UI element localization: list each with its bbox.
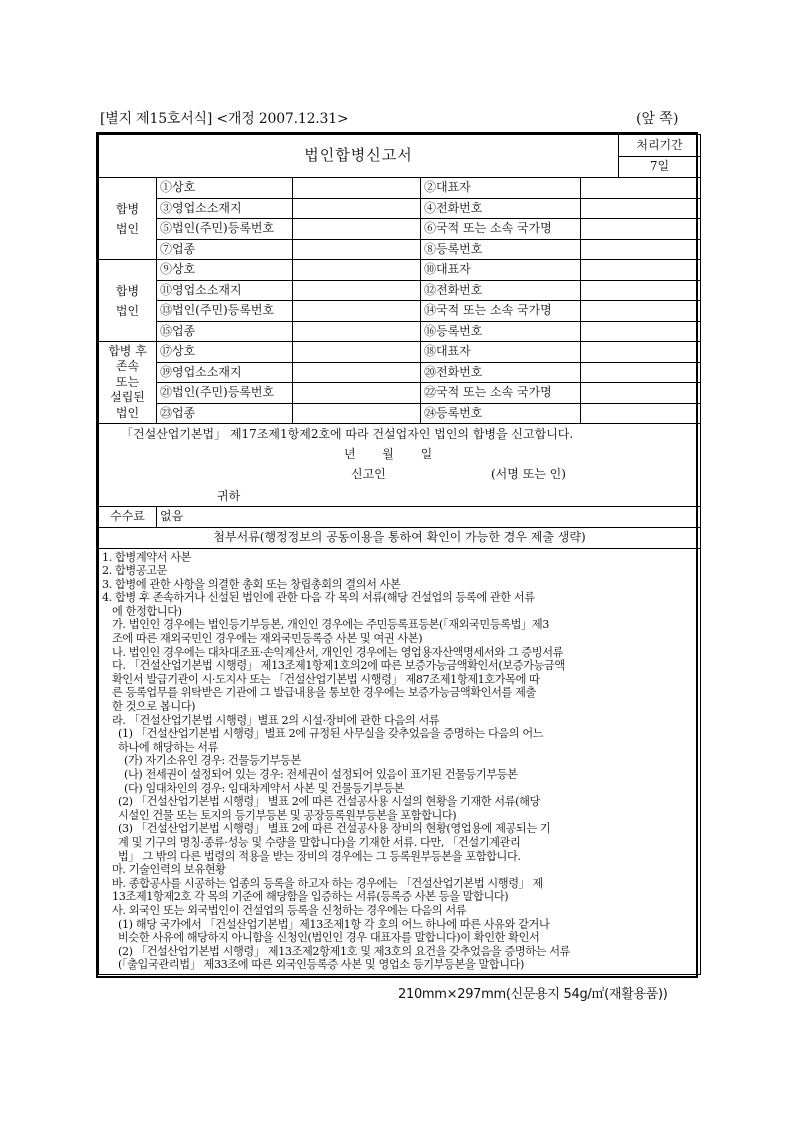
field-value[interactable]	[581, 301, 701, 322]
list-item: 마. 기술인력의 보유현황	[112, 863, 226, 877]
form-number: [별지 제15호서식] <개정 2007.12.31>	[100, 111, 349, 127]
field-value[interactable]	[293, 383, 421, 404]
list-item: (1) 해당 국가에서 「건설산업기본법」제13조제1항 각 호의 어느 하나에 따른 사유와 같거나	[118, 917, 550, 931]
field-value[interactable]	[293, 280, 421, 301]
form-title: 법인합병신고서	[99, 135, 619, 178]
field-value[interactable]	[293, 198, 421, 219]
field-value[interactable]	[581, 383, 701, 404]
field-label: ⑭국적 또는 소속 국가명	[421, 301, 581, 322]
declaration-block	[99, 424, 701, 507]
list-item: 4. 합병 후 존속하거나 신설된 법인에 관한 다음 각 목의 서류(해당 건설업의 등록에 관한 서류	[102, 591, 535, 605]
field-label: ③영업소소재지	[157, 198, 293, 219]
list-item: (2) 「건설산업기본법 시행령」 별표 2에 따른 건설공사용 시설의 현황을 기재한 서류(해당	[118, 795, 540, 809]
list-item: 른 등록업무를 위탁받은 기관에 그 발급내용을 통보한 경우에는 보증가능금액확인서를 제출	[112, 686, 536, 700]
field-label: ⑨상호	[157, 260, 293, 281]
field-value[interactable]	[293, 219, 421, 240]
list-item: 법」 그 밖의 다른 법령의 적용을 받는 장비의 경우에는 그 등록원부등본을 포함합니다.	[118, 849, 521, 863]
field-label: ⑤법인(주민)등록번호	[157, 219, 293, 240]
field-value[interactable]	[293, 178, 421, 199]
field-label: ⑫전화번호	[421, 280, 581, 301]
paper-spec: 210mm×297mm(신문용지 54g/㎡(재활용품))	[398, 987, 668, 1002]
group-label: 합병 법인	[99, 260, 157, 342]
field-label: ⑩대표자	[421, 260, 581, 281]
field-label: ㉓업종	[157, 403, 293, 424]
field-label: ①상호	[157, 178, 293, 199]
field-label: ㉒국적 또는 소속 국가명	[421, 383, 581, 404]
group-label: 합병 법인	[99, 178, 157, 260]
period-label: 처리기간	[619, 135, 701, 157]
list-item: (나) 전세권이 설정되어 있는 경우: 전세권이 설정되어 있음이 표기된 건물등기부등본	[124, 768, 518, 781]
list-item: (1) 「건설산업기본법 시행령」별표 2에 규정된 사무실을 갖추었음을 증명하는 다음의 어느	[118, 727, 544, 741]
field-label: ⑦업종	[157, 239, 293, 260]
field-value[interactable]	[581, 403, 701, 424]
fee-value: 없음	[157, 507, 701, 528]
field-value[interactable]	[293, 260, 421, 281]
list-item: 계 및 기구의 명칭·종류·성능 및 수량을 말합니다)을 기재한 서류. 다만, 「건설기계관리	[118, 835, 521, 849]
field-label: ⑯등록번호	[421, 321, 581, 342]
list-item: (가) 자기소유인 경우: 건물등기부등본	[124, 754, 301, 768]
signature-note: (서명 또는 인)	[491, 467, 566, 481]
declaration-text: 「건설산업기본법」 제17조제1항제2호에 따라 건설업자인 법인의 합병을 신고합니다.	[121, 427, 574, 441]
page-side: (앞 쪽)	[636, 111, 679, 127]
list-item: (2) 「건설산업기본법 시행령」 제13조제2항제1호 및 제3호의 요건을 갖추었음을 증명하는 서류	[118, 944, 571, 958]
field-label: ⑱대표자	[421, 342, 581, 363]
list-item: 13조제1항제2호 각 목의 기준에 해당함을 입증하는 서류(등록증 사본 등을 말합니다)	[112, 890, 509, 904]
field-label: ⑰상호	[157, 342, 293, 363]
field-value[interactable]	[581, 178, 701, 199]
list-item: 바. 종합공사를 시공하는 업종의 등록을 하고자 하는 경우에는 「건설산업기본법 시행령」 제	[112, 876, 543, 890]
list-item: 에 한정합니다)	[112, 604, 182, 618]
list-item: 라. 「건설산업기본법 시행령」별표 2의 시설·장비에 관한 다음의 서류	[112, 713, 440, 727]
group-label: 합병 후 존속 또는 설립된 법인	[99, 342, 157, 424]
list-item: 2. 합병공고문	[102, 564, 168, 578]
list-item: 사. 외국인 또는 외국법인이 건설업의 등록을 신청하는 경우에는 다음의 서류	[112, 903, 467, 917]
list-item: 1. 합병계약서 사본	[102, 550, 192, 564]
field-value[interactable]	[581, 342, 701, 363]
field-label: ㉔등록번호	[421, 403, 581, 424]
field-label: ⑮업종	[157, 321, 293, 342]
list-item: 조에 따른 재외국민인 경우에는 재외국민등록증 사본 및 여권 사본)	[112, 632, 423, 646]
list-item: 다. 「건설산업기본법 시행령」 제13조제1항제1호의2에 따른 보증가능금액확인서(보증가능금액	[112, 659, 565, 673]
list-item: 한 것으로 봅니다)	[112, 700, 196, 714]
field-value[interactable]	[581, 219, 701, 240]
field-label: ④전화번호	[421, 198, 581, 219]
period-value: 7일	[619, 156, 701, 178]
list-item: (「출입국관리법」 제33조에 따른 외국인등록증 사본 및 영업소 등기부등본을 말합니다)	[118, 958, 525, 972]
field-label: ⑥국적 또는 소속 국가명	[421, 219, 581, 240]
list-item: (다) 임대차인의 경우: 임대차계약서 사본 및 건물등기부등본	[124, 781, 405, 795]
field-label: ⑬법인(주민)등록번호	[157, 301, 293, 322]
applicant-label: 신고인	[351, 467, 386, 481]
list-item: 하나에 해당하는 서류	[118, 740, 218, 754]
field-label: ②대표자	[421, 178, 581, 199]
list-item: 가. 법인인 경우에는 법인등기부등본, 개인인 경우에는 주민등록표등본(「재외국민등록법」제3	[112, 618, 549, 632]
form-frame	[96, 132, 698, 978]
field-value[interactable]	[581, 239, 701, 260]
declaration-date: 년 월 일	[344, 447, 433, 461]
attachments-list	[99, 548, 701, 974]
field-value[interactable]	[293, 403, 421, 424]
field-label: ⑪영업소소재지	[157, 280, 293, 301]
form-table	[98, 134, 701, 975]
field-label: ㉑법인(주민)등록번호	[157, 383, 293, 404]
fee-label: 수수료	[99, 507, 157, 528]
list-item: 비슷한 사유에 해당하지 아니함을 신청인(법인인 경우 대표자를 말합니다)이 확인한 확인서	[118, 931, 540, 945]
field-value[interactable]	[293, 342, 421, 363]
field-label: ⑧등록번호	[421, 239, 581, 260]
field-value[interactable]	[293, 239, 421, 260]
field-label: ⑲영업소소재지	[157, 362, 293, 383]
field-value[interactable]	[581, 280, 701, 301]
recipient-label: 귀하	[217, 489, 241, 503]
attachments-heading: 첨부서류(행정정보의 공동이용을 통하여 확인이 가능한 경우 제출 생략)	[99, 527, 701, 548]
list-item: 확인서 발급기관이 시·도지사 또는 「건설산업기본법 시행령」 제87조제1항제1호가목에 따	[112, 672, 540, 686]
field-value[interactable]	[581, 260, 701, 281]
list-item: (3) 「건설산업기본법 시행령」 별표 2에 따른 건설공사용 장비의 현황(영업용에 제공되는 기	[118, 822, 551, 836]
field-value[interactable]	[293, 362, 421, 383]
list-item: 시설인 건물 또는 토지의 등기부등본 및 공장등록원부등본을 포함합니다)	[118, 808, 457, 822]
field-label: ⑳전화번호	[421, 362, 581, 383]
field-value[interactable]	[581, 321, 701, 342]
list-item: 나. 법인인 경우에는 대차대조표·손익계산서, 개인인 경우에는 영업용자산액명세서와 그 증빙서류	[112, 645, 564, 659]
field-value[interactable]	[581, 198, 701, 219]
list-item: 3. 합병에 관한 사항을 의결한 총회 또는 창립총회의 결의서 사본	[102, 577, 401, 591]
field-value[interactable]	[581, 362, 701, 383]
field-value[interactable]	[293, 301, 421, 322]
field-value[interactable]	[293, 321, 421, 342]
